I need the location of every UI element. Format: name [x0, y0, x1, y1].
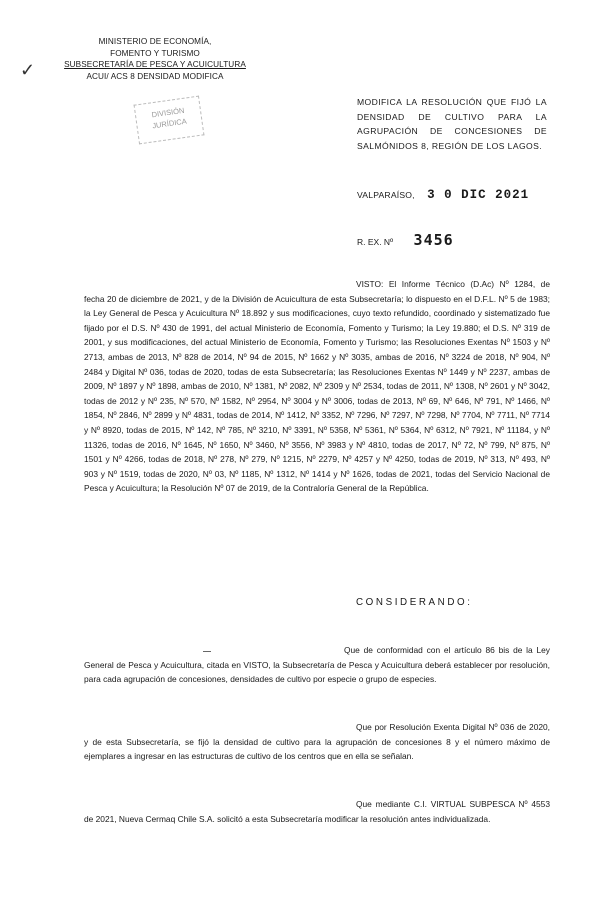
considerando-2: Que por Resolución Exenta Digital Nº 036 de 2020, y de esta Subsecretaría, se fijó la densidad de cultivo para la agrupación de concesiones 8 y el número máximo de ejemplares a ingresar en las estructuras de cultivo de los centros que en ella se señalan. — [84, 722, 550, 762]
juridica-stamp — [134, 96, 205, 145]
ministry-line-2: FOMENTO Y TURISMO — [110, 48, 200, 58]
resolution-number — [357, 231, 454, 249]
ministry-line: MINISTERIO DE ECONOMÍA, — [98, 37, 212, 46]
place-and-date — [357, 188, 529, 202]
date-stamp: 3 0 DIC 2021 — [427, 188, 530, 202]
handwritten-check-mark-icon: ✓ — [20, 60, 36, 80]
considerando-3: Que mediante C.I. VIRTUAL SUBPESCA Nº 4553 de 2021, Nueva Cermaq Chile S.A. solicitó a esta Subsecretaría modificar la resolución antes individualizada. — [84, 799, 550, 824]
rex-label: R. EX. Nº — [357, 237, 394, 247]
considerando-heading: CONSIDERANDO: — [356, 597, 473, 608]
rex-number: 3456 — [413, 231, 454, 249]
letterhead — [60, 36, 250, 82]
visto-paragraph: VISTO: El Informe Técnico (D.Ac) Nº 1284, de fecha 20 de diciembre de 2021, y de la División de Acuicultura de esta Subsecretaría; lo dispuesto en el D.F.L. Nº 5 de 1983; la Ley General de Pesca y Acuicultura Nº 18.892 y sus modificaciones, cuyo texto refundido, coordinado y sistematizado fue fijado por el D.S. Nº 430 de 1991, del actual Ministerio de Economía, Fomento y Turismo; la Ley 19.880; el D.S. Nº 319 de 2001, y sus modificaciones, del actual Ministerio de Economía, Fomento y Turismo; las Resoluciones Exentas Nº 1503 y Nº 2713, ambas de 2013, Nº 828 de 2014, Nº 94 de 2015, Nº 1662 y Nº 3035, ambas de 2016, Nº 3224 de 2018, Nº 904, Nº 2484 y Digital Nº 036, todas de 2020, todas de esta Subsecretaría; las Resoluciones Exentas Nº 1449 y Nº 2237, ambas de 2009, Nº 1897 y Nº 1898, ambas de 2010, Nº 1381, Nº 2082, Nº 2309 y Nº 2534, todas de 2011, Nº 1308, Nº 2601 y Nº 3042, todas de 2012 y Nº 235, Nº 570, Nº 1582, Nº 2954, Nº 3004 y Nº 3006, todas de 2013, Nº 69, Nº 646, Nº 791, Nº 1466, Nº 1854, Nº 2846, Nº 2899 y Nº 4831, todas de 2014, Nº 1412, Nº 3352, Nº 7296, Nº 7297, Nº 7298, Nº 7704, Nº 7711, Nº 7714 y Nº 8920, todas de 2015, Nº 142, Nº 785, Nº 3210, Nº 3391, Nº 5358, Nº 5361, Nº 5364, Nº 6312, Nº 7921, Nº 11184, y Nº 11326, todas de 2016, Nº 1645, Nº 1650, Nº 3460, Nº 3556, Nº 3983 y Nº 4810, todas de 2017, Nº 72, Nº 799, Nº 875, Nº 1501 y Nº 4266, todas de 2018, Nº 278, Nº 279, Nº 1215, Nº 2279, Nº 4257 y Nº 4250, todas de 2019, Nº 313, Nº 493, Nº 903 y Nº 1519, todas de 2020, Nº 03, Nº 1185, Nº 1312, Nº 1414 y Nº 1626, todas de 2021, todas del Servicio Nacional de Pesca y Acuicultura; la Resolución Nº 07 de 2019, de la Contraloría General de la República. — [84, 279, 550, 494]
resolution-subject: MODIFICA LA RESOLUCIÓN QUE FIJÓ LA DENSIDAD DE CULTIVO PARA LA AGRUPACIÓN DE CONCESIONES DE SALMÓNIDOS 8, REGIÓN DE LOS LAGOS. — [357, 97, 547, 151]
file-reference: ACUI/ ACS 8 DENSIDAD MODIFICA — [86, 71, 224, 81]
subsecretaria-line: SUBSECRETARÍA DE PESCA Y ACUICULTURA — [64, 60, 246, 69]
stamp-text: DIVISIÓN JURÍDICA — [151, 105, 188, 131]
place: VALPARAÍSO, — [357, 190, 415, 200]
considerando-1: Que de conformidad con el artículo 86 bis de la Ley General de Pesca y Acuicultura, citada en VISTO, la Subsecretaría de Pesca y Acuicultura deberá establecer por resolución, para cada agrupación de concesiones, densidades de cultivo por especie o grupo de especies. — [84, 645, 550, 685]
